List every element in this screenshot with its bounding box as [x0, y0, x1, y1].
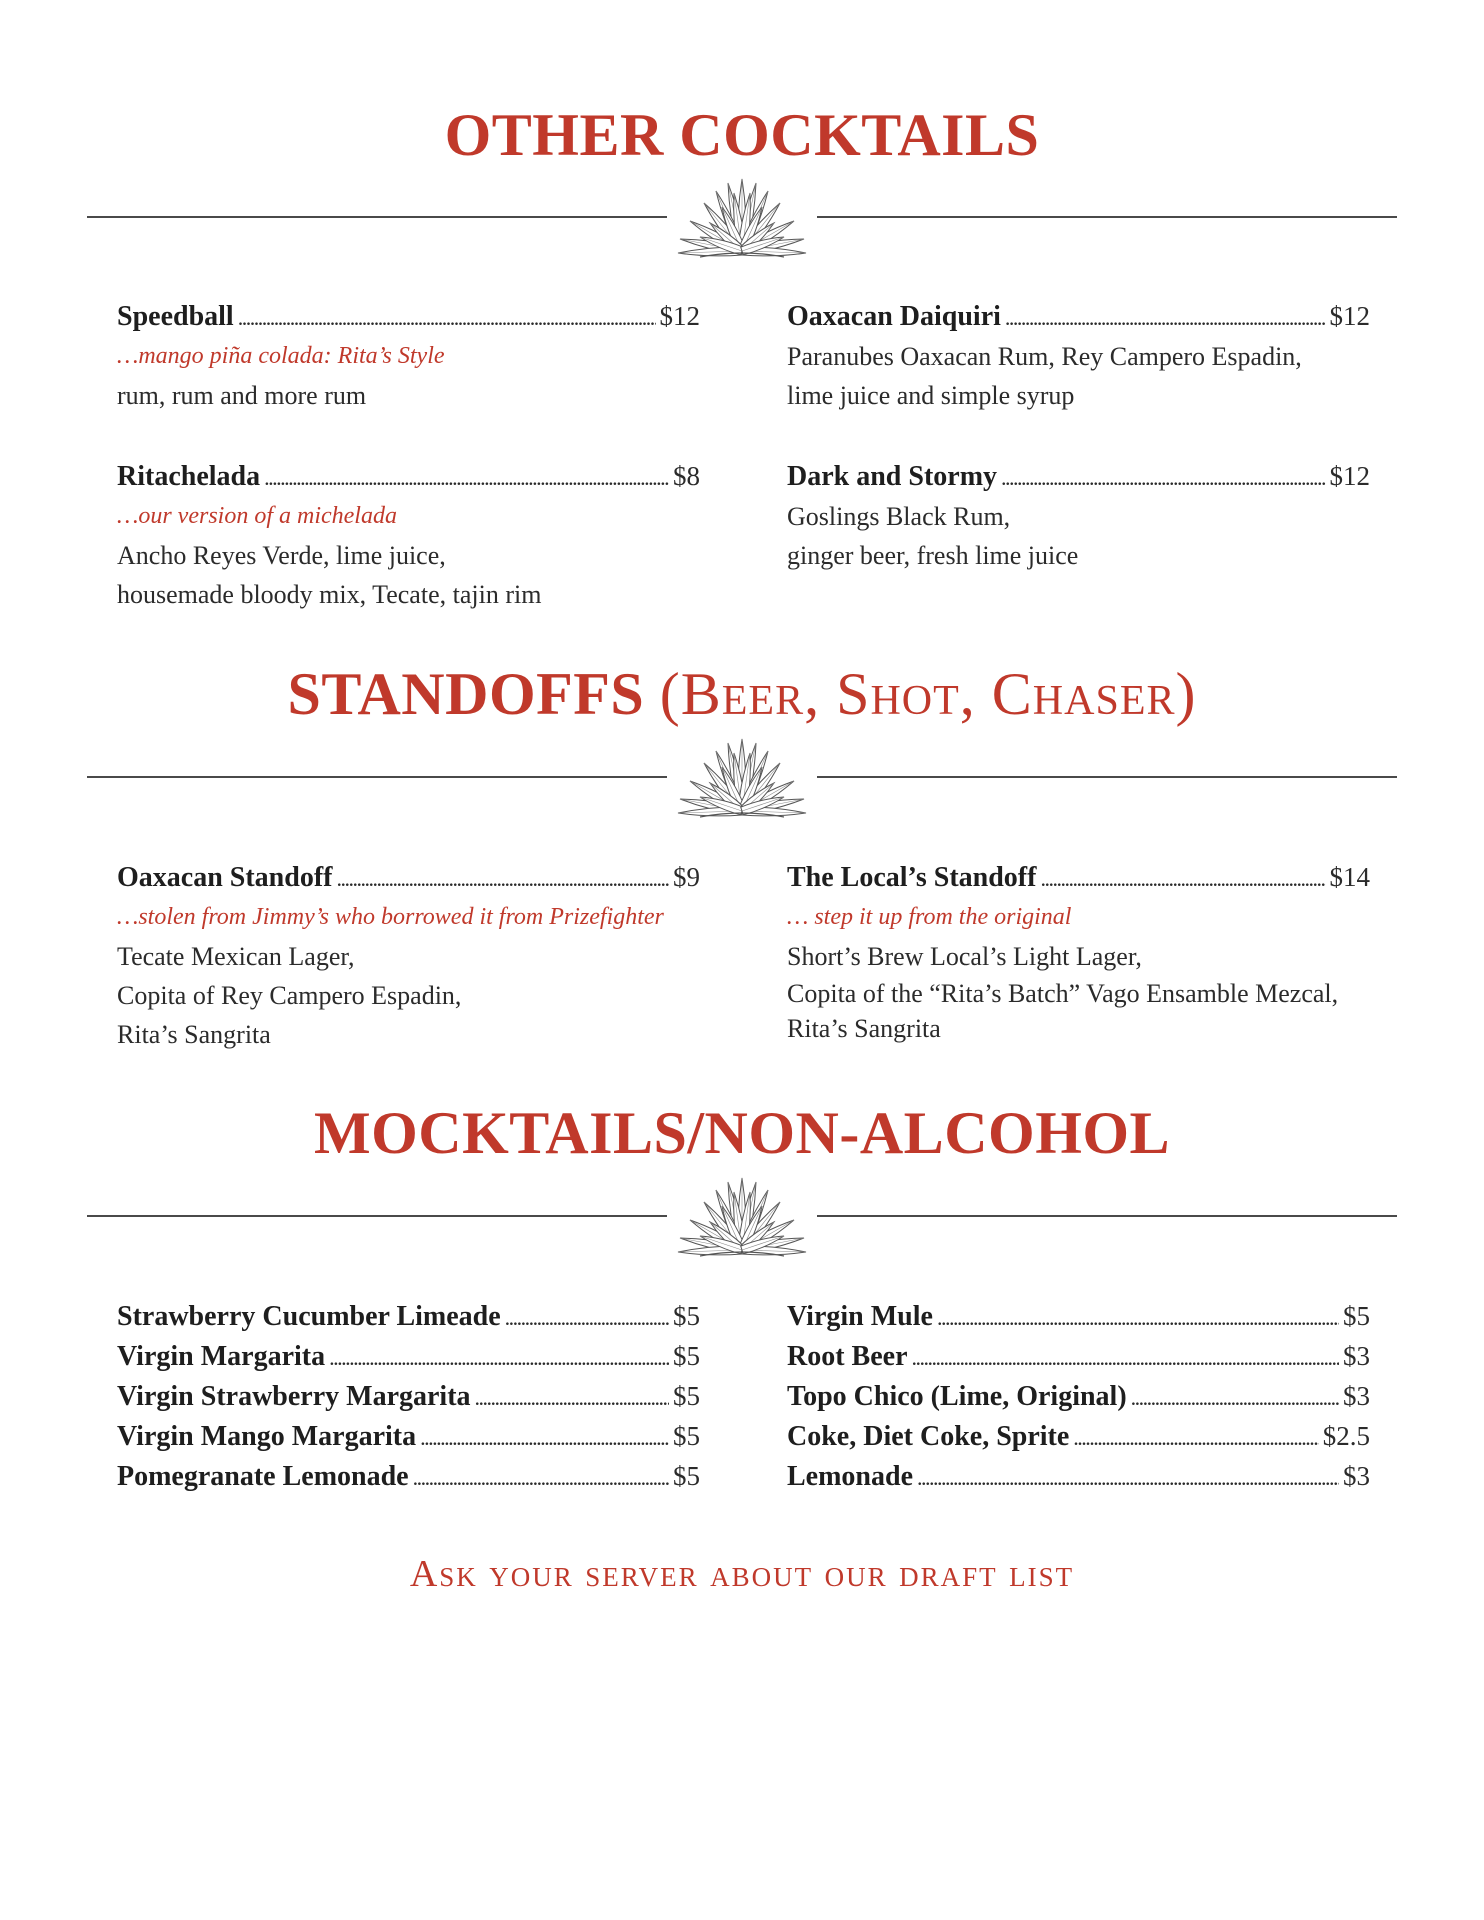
item-description: Copita of the “Rita’s Batch” Vago Ensamble Mezcal,: [787, 979, 1339, 1008]
dot-leader: [413, 1457, 669, 1497]
menu-item: [117, 457, 700, 614]
item-name: Oaxacan Standoff: [117, 862, 333, 893]
list-item: [787, 1377, 1370, 1417]
item-name: Virgin Mango Margarita: [117, 1421, 417, 1452]
menu-item: [787, 858, 1370, 1046]
item-name: Speedball: [117, 301, 234, 332]
dot-leader: [1005, 298, 1326, 337]
dot-leader: [937, 1297, 1339, 1337]
item-description: Goslings Black Rum,: [787, 502, 1011, 531]
item-price: $5: [673, 1341, 700, 1371]
item-name: Dark and Stormy: [787, 461, 998, 492]
list-item: [117, 1417, 700, 1457]
item-tagline: … step it up from the original: [787, 904, 1072, 930]
item-price: $9: [673, 862, 700, 892]
list-item: [117, 1377, 700, 1417]
item-price: $5: [673, 1461, 700, 1491]
dot-leader: [475, 1377, 669, 1417]
list-item: [117, 1337, 700, 1377]
item-name: The Local’s Standoff: [787, 862, 1037, 893]
dot-leader: [264, 458, 669, 497]
list-item: [787, 1457, 1370, 1497]
dot-leader: [238, 298, 656, 337]
item-name: Oaxacan Daiquiri: [787, 301, 1001, 332]
list-item: [117, 1297, 700, 1337]
item-description: Tecate Mexican Lager,: [117, 942, 355, 971]
divider-rule: [87, 216, 667, 218]
item-price: $3: [1343, 1381, 1370, 1411]
section-divider: [87, 1172, 1397, 1262]
mocktail-list-right: [787, 1297, 1370, 1497]
item-tagline: …mango piña colada: Rita’s Style: [117, 343, 445, 369]
section-title-mocktails: MOCKTAILS/NON-ALCOHOL: [313, 1100, 1171, 1166]
dot-leader: [912, 1337, 1339, 1377]
list-item: [787, 1337, 1370, 1377]
dot-leader: [329, 1337, 669, 1377]
divider-rule: [817, 776, 1397, 778]
agave-icon: [670, 733, 814, 823]
section-divider: [87, 173, 1397, 263]
section-divider: [87, 733, 1397, 823]
item-price: $12: [1329, 461, 1370, 491]
item-tagline: …our version of a michelada: [117, 503, 397, 529]
footer-note: Ask your server about our draft list: [409, 1553, 1075, 1595]
dot-leader: [917, 1457, 1339, 1497]
list-item: [787, 1417, 1370, 1457]
dot-leader: [1131, 1377, 1339, 1417]
section-title-cocktails: OTHER COCKTAILS: [444, 102, 1040, 168]
item-description: Ancho Reyes Verde, lime juice,: [117, 541, 446, 570]
section-subtitle: (Beer, Shot, Chaser): [659, 661, 1197, 727]
item-tagline: …stolen from Jimmy’s who borrowed it from Prizefighter: [117, 904, 664, 930]
item-description: Short’s Brew Local’s Light Lager,: [787, 942, 1142, 971]
menu-item: [117, 297, 700, 415]
item-name: Strawberry Cucumber Limeade: [117, 1301, 501, 1332]
item-description: rum, rum and more rum: [117, 381, 367, 410]
menu-item: [117, 858, 700, 1054]
menu-item: [787, 297, 1370, 415]
dot-leader: [336, 859, 669, 898]
item-name: Ritachelada: [117, 461, 261, 492]
item-description: Rita’s Sangrita: [787, 1014, 941, 1043]
item-name: Root Beer: [787, 1341, 908, 1372]
item-description: Copita of Rey Campero Espadin,: [117, 981, 462, 1010]
item-description: lime juice and simple syrup: [787, 381, 1075, 410]
divider-rule: [87, 776, 667, 778]
dot-leader: [1001, 458, 1325, 497]
section-title-main: STANDOFFS: [287, 661, 645, 727]
item-price: $5: [1343, 1301, 1370, 1331]
item-name: Coke, Diet Coke, Sprite: [787, 1421, 1070, 1452]
item-price: $5: [673, 1381, 700, 1411]
item-description: Rita’s Sangrita: [117, 1020, 271, 1049]
item-description: Paranubes Oaxacan Rum, Rey Campero Espadin,: [787, 342, 1302, 371]
item-price: $12: [1329, 301, 1370, 331]
divider-rule: [817, 1215, 1397, 1217]
dot-leader: [1073, 1417, 1318, 1457]
item-name: Topo Chico (Lime, Original): [787, 1381, 1127, 1412]
item-price: $12: [659, 301, 700, 331]
menu-item: [787, 457, 1370, 575]
item-name: Virgin Strawberry Margarita: [117, 1381, 471, 1412]
item-price: $3: [1343, 1341, 1370, 1371]
item-price: $3: [1343, 1461, 1370, 1491]
dot-leader: [420, 1417, 669, 1457]
divider-rule: [817, 216, 1397, 218]
dot-leader: [1040, 859, 1325, 898]
list-item: [787, 1297, 1370, 1337]
item-name: Lemonade: [787, 1461, 913, 1492]
mocktail-list-left: [117, 1297, 700, 1497]
item-price: $5: [673, 1421, 700, 1451]
dot-leader: [505, 1297, 669, 1337]
item-description: housemade bloody mix, Tecate, tajin rim: [117, 580, 542, 609]
agave-icon: [670, 1172, 814, 1262]
agave-icon: [670, 173, 814, 263]
divider-rule: [87, 1215, 667, 1217]
item-description: ginger beer, fresh lime juice: [787, 541, 1079, 570]
item-price: $5: [673, 1301, 700, 1331]
item-price: $2.5: [1322, 1421, 1370, 1451]
section-title-standoffs: [0, 661, 1484, 727]
item-price: $14: [1329, 862, 1370, 892]
list-item: [117, 1457, 700, 1497]
item-name: Virgin Mule: [787, 1301, 933, 1332]
item-price: $8: [673, 461, 700, 491]
item-name: Virgin Margarita: [117, 1341, 326, 1372]
item-name: Pomegranate Lemonade: [117, 1461, 409, 1492]
